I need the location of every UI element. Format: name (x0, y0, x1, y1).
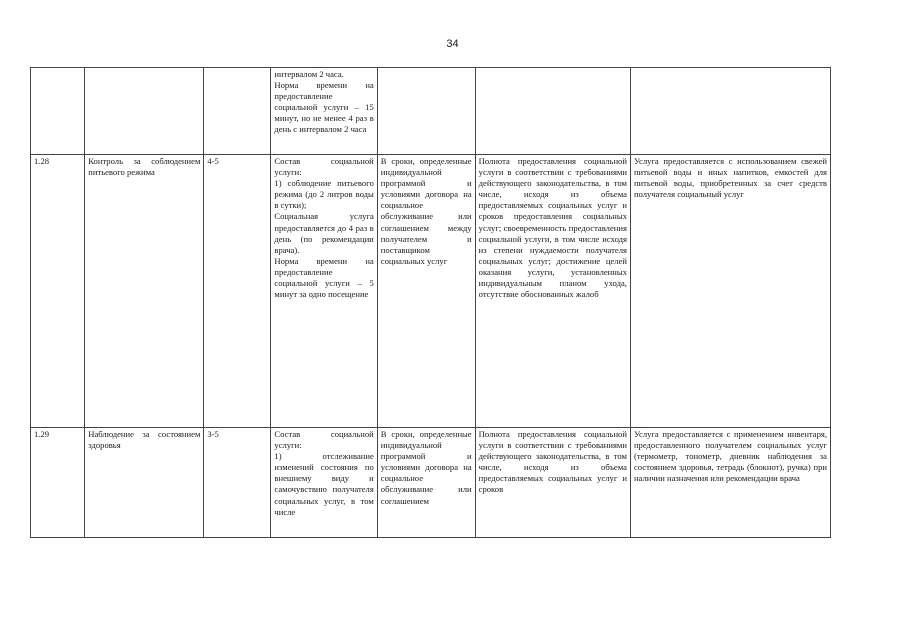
table-row (31, 155, 831, 428)
table-row (31, 428, 831, 538)
quality-cell: Полнота предоставления социальной услуги в соответствии с требованиями действующего законодательства, в том числе, исходя из объема предоставляемых социальных услуг и сроков предоставления социальных услуг; своевременность предоставления социальной услуги, в том числе исходя из степени нуждаемости получателя социальных услуг; достижение целей оказания услуги, установленных индивидуальным планом ухода, отсутствие обоснованных жалоб (475, 155, 630, 428)
quality-cell: Полнота предоставления социальной услуги в соответствии с требованиями действующего законодательства, в том числе, исходя из объема предоставляемых социальных услуг и сроков (475, 428, 630, 538)
service-name-cell (85, 68, 204, 155)
service-content-cell: Состав социальной услуги: 1) соблюдение питьевого режима (до 2 литров воды в сутки); Социальная услуга предоставляется до 4 раз в день (по рекомендации врача). Норма времени на предоставление социальной услуги – 5 минут за одно посещение (271, 155, 377, 428)
terms-cell: В сроки, определенные индивидуальной программой и условиями договора на социальное обслуживание или соглашением между получателем и поставщиком социальных услуг (377, 155, 475, 428)
row-number-cell (31, 68, 85, 155)
row-number-cell: 1.28 (31, 155, 85, 428)
terms-cell: В сроки, определенные индивидуальной программой и условиями договора на социальное обслуживание или соглашением (377, 428, 475, 538)
conditions-cell: Услуга предоставляется с применением инвентаря, предоставленного получателем социальных услуг (термометр, тонометр, дневник наблюдения за состоянием здоровья, тетрадь (блокнот), ручка) при наличии назначения или рекомендации врача (630, 428, 830, 538)
service-content-cell: Состав социальной услуги: 1) отслеживание изменений состояния по внешнему виду и самочувствию получателя социальных услуг, в том числе (271, 428, 377, 538)
conditions-cell: Услуга предоставляется с использованием свежей питьевой воды и иных напитков, емкостей для питьевой воды, приобретенных за счет средств получателя социальный услуг (630, 155, 830, 428)
conditions-cell (630, 68, 830, 155)
service-name-cell: Наблюдение за состоянием здоровья (85, 428, 204, 538)
services-table (30, 67, 831, 538)
table-row (31, 68, 831, 155)
quality-cell (475, 68, 630, 155)
code-cell: 4-5 (204, 155, 271, 428)
code-cell (204, 68, 271, 155)
page-number: 34 (446, 38, 459, 50)
code-cell: 3-5 (204, 428, 271, 538)
service-name-cell: Контроль за соблюдением питьевого режима (85, 155, 204, 428)
row-number-cell: 1.29 (31, 428, 85, 538)
terms-cell (377, 68, 475, 155)
service-content-cell: интервалом 2 часа. Норма времени на предоставление социальной услуги – 15 минут, но не менее 4 раз в день с интервалом 2 часа (271, 68, 377, 155)
